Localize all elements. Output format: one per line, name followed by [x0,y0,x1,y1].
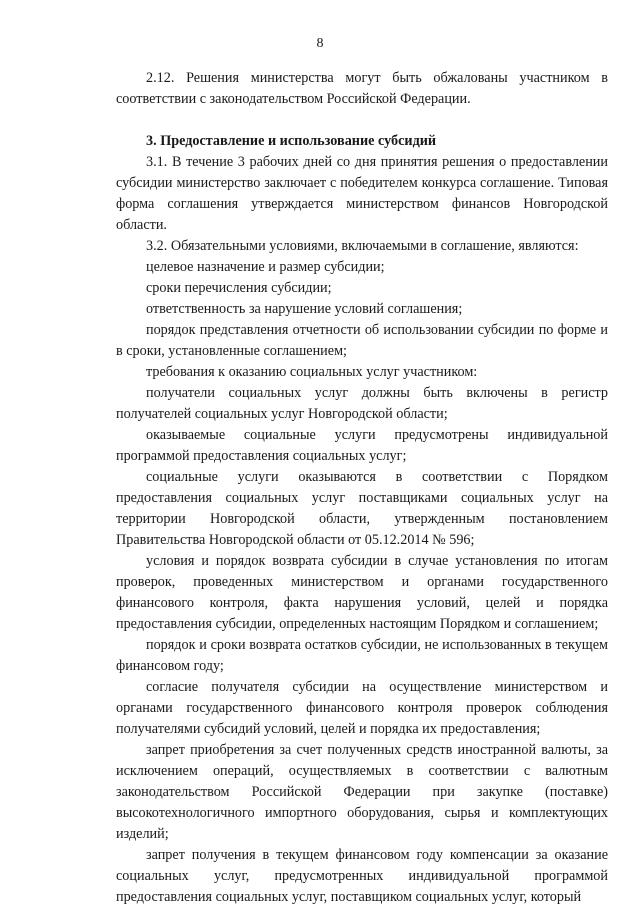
list-item-procedure: социальные услуги оказываются в соответствии с Порядком предоставления социальных услуг поставщиками социальных услуг на территории Новгородской области, утвержденным постановлением Правительства Новгородской области от 05.12.2014 № 596; [116,469,608,548]
paragraph-3-2: 3.2. Обязательными условиями, включаемыми в соглашение, являются: [146,238,579,254]
list-item-program: оказываемые социальные услуги предусмотрены индивидуальной программой предоставления социальных услуг; [116,427,608,464]
list-item-consent: согласие получателя субсидии на осуществление министерством и органами государственного финансового контроля проверок соблюдения получателями субсидий условий, целей и порядка их предоставления; [116,679,608,737]
section-spacer [116,110,608,120]
list-item-purpose: целевое назначение и размер субсидии; [146,259,385,275]
paragraph-2-12: 2.12. Решения министерства могут быть обжалованы участником в соответствии с законодательством Российской Федерации. [116,70,608,107]
document-body [116,68,608,908]
list-item-responsibility: ответственность за нарушение условий соглашения; [146,301,463,317]
paragraph-3-1: 3.1. В течение 3 рабочих дней со дня принятия решения о предоставлении субсидии министерство заключает с победителем конкурса соглашение. Типовая форма соглашения утверждается министерством финансов Новгородской области. [116,154,608,233]
list-item-return-conditions: условия и порядок возврата субсидии в случае установления по итогам проверок, проведенных министерством и органами государственного финансового контроля, факта нарушения условий, целей и порядка предоставления субсидии, определенных настоящим Порядком и соглашением; [116,553,608,632]
list-item-return-balance: порядок и сроки возврата остатков субсидии, не использованных в текущем финансовом году; [116,637,608,674]
list-item-terms: сроки перечисления субсидии; [146,280,332,296]
list-item-register: получатели социальных услуг должны быть включены в регистр получателей социальных услуг Новгородской области; [116,385,608,422]
list-item-reporting: порядок представления отчетности об использовании субсидии по форме и в сроки, установленные соглашением; [116,322,608,359]
list-item-compensation-ban: запрет получения в текущем финансовом году компенсации за оказание социальных услуг, предусмотренных индивидуальной программой предоставления социальных услуг, поставщиком социальных услуг, который [116,847,608,905]
page-number: 8 [316,36,324,51]
section-heading: 3. Предоставление и использование субсидий [146,133,437,149]
list-item-requirements: требования к оказанию социальных услуг участником: [146,364,478,380]
list-item-currency-ban: запрет приобретения за счет полученных средств иностранной валюты, за исключением операций, осуществляемых в соответствии с валютным законодательством Российской Федерации при закупке (поставке) высокотехнологичного импортного оборудования, сырья и комплектующих изделий; [116,742,608,842]
